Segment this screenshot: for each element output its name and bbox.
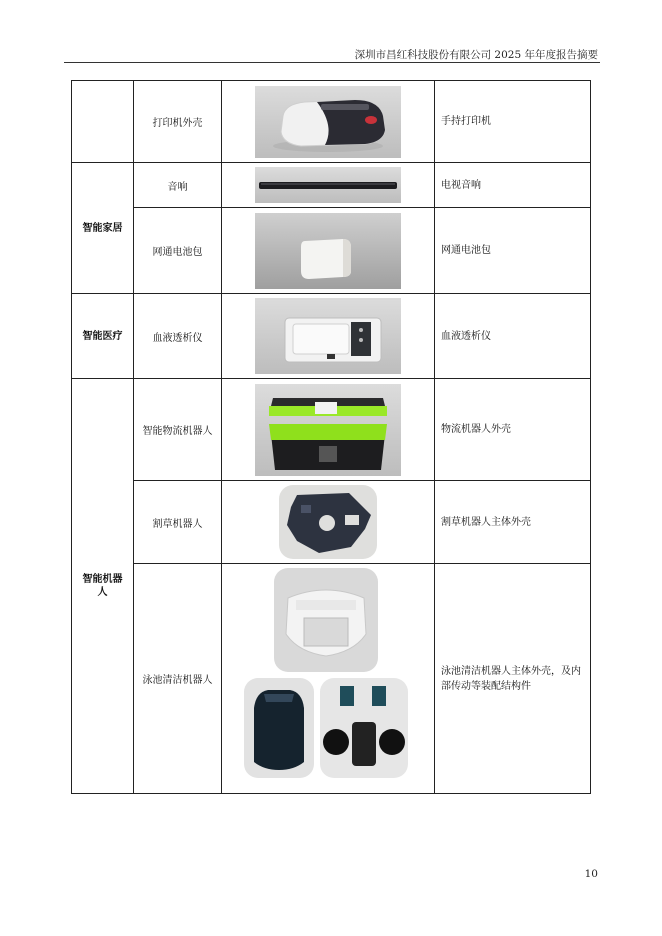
product-image-cell [222, 81, 435, 163]
pool-robot-cover-image [244, 678, 314, 778]
table-row [72, 208, 591, 294]
product-name: 打印机外壳 [134, 81, 222, 163]
description-cell: 电视音响 [435, 163, 591, 208]
product-name: 网通电池包 [134, 208, 222, 294]
table-row [72, 481, 591, 564]
battery-pack-image [255, 213, 401, 289]
product-table [71, 80, 591, 794]
category-cell: 智能机器人 [72, 379, 134, 794]
product-image-cell [222, 481, 435, 564]
category-cell [72, 81, 134, 163]
product-image-cell [222, 208, 435, 294]
description-cell: 割草机器人主体外壳 [435, 481, 591, 564]
description-cell: 网通电池包 [435, 208, 591, 294]
category-cell: 智能家居 [72, 163, 134, 294]
table-row [72, 294, 591, 379]
pool-robot-parts-image [320, 678, 408, 778]
description-cell: 血液透析仪 [435, 294, 591, 379]
dialysis-device-image [255, 298, 401, 374]
printer-shell-image [255, 86, 401, 158]
description-cell: 物流机器人外壳 [435, 379, 591, 481]
product-name: 血液透析仪 [134, 294, 222, 379]
product-name: 音响 [134, 163, 222, 208]
category-cell: 智能医疗 [72, 294, 134, 379]
pool-robot-shell-image [274, 568, 378, 672]
product-image-cell [222, 564, 435, 794]
description-cell: 手持打印机 [435, 81, 591, 163]
table-row [72, 163, 591, 208]
report-header-title: 深圳市昌红科技股份有限公司 2025 年年度报告摘要 [354, 49, 598, 61]
page-number: 10 [584, 868, 598, 880]
product-name: 割草机器人 [134, 481, 222, 564]
product-name: 泳池清洁机器人 [134, 564, 222, 794]
mower-robot-image [279, 485, 377, 559]
product-image-cell [222, 379, 435, 481]
pool-robot-image-group [222, 568, 435, 790]
product-name: 智能物流机器人 [134, 379, 222, 481]
product-image-cell [222, 163, 435, 208]
header-divider [64, 62, 600, 63]
table-row [72, 81, 591, 163]
description-cell: 泳池清洁机器人主体外壳，及内部传动等装配结构件 [435, 564, 591, 794]
product-image-cell [222, 294, 435, 379]
logistics-robot-image [255, 384, 401, 476]
speaker-bar-image [255, 167, 401, 203]
table-row [72, 379, 591, 481]
table-row [72, 564, 591, 794]
